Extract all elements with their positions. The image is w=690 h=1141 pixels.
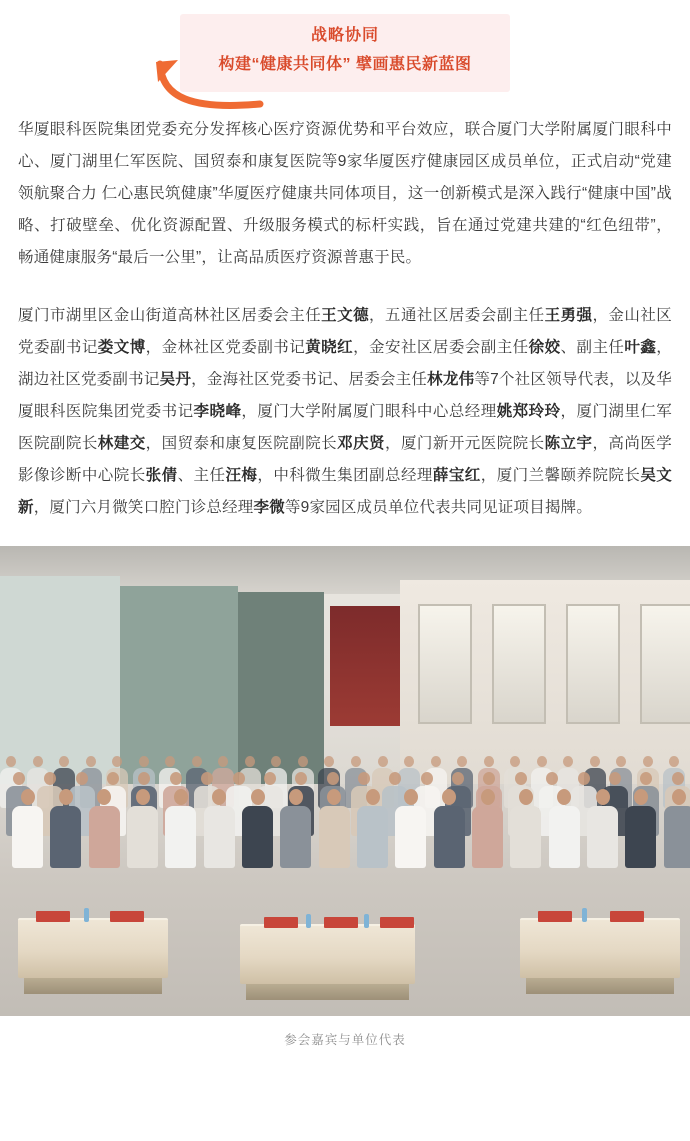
person-name: 陈立宇 <box>544 435 593 452</box>
photo-caption: 参会嘉宾与单位代表 <box>284 1033 406 1047</box>
attendee-figure <box>587 789 618 868</box>
attendee-figure <box>549 789 580 868</box>
paragraph-2-text: ，厦门新开元医院院长 <box>385 435 545 452</box>
person-name: 王文德 <box>321 307 370 324</box>
attendee-figure <box>625 789 656 868</box>
attendee-figure <box>510 789 541 868</box>
attendee-figure <box>664 789 690 868</box>
person-name: 邓庆贤 <box>337 435 385 452</box>
conference-photo <box>0 546 690 1016</box>
header-title-plate <box>180 14 510 92</box>
person-name: 薛宝红 <box>432 467 481 484</box>
attendee-figure <box>472 789 503 868</box>
paragraph-2-text: ，厦门六月微笑口腔门诊总经理 <box>33 499 254 516</box>
paragraph-2-text: ，中科微生集团副总经理 <box>257 467 433 484</box>
person-name: 娄文博 <box>97 339 146 356</box>
paragraph-2-text: 厦门市湖里区金山街道高林社区居委会主任 <box>18 307 322 324</box>
person-name: 徐姣 <box>528 339 561 356</box>
person-name: 姚郑玲玲 <box>496 403 561 420</box>
paragraph-2-text: ，厦门大学附属厦门眼科中心总经理 <box>241 403 497 420</box>
paragraph-2-text: ，金安社区居委会副主任 <box>353 339 529 356</box>
attendee-figure <box>127 789 158 868</box>
person-name: 汪梅 <box>225 467 258 484</box>
attendee-figure <box>319 789 350 868</box>
attendee-figure <box>204 789 235 868</box>
paragraph-2-text: ，高尚医学影像诊断中心院长 <box>18 435 672 484</box>
page-subtitle: 构建“健康共同体” 擘画惠民新蓝图 <box>218 56 472 73</box>
attendee-figure <box>89 789 120 868</box>
paragraph-2-text: 等9家园区成员单位代表共同见证项目揭牌。 <box>284 499 593 516</box>
person-name: 黄晓红 <box>305 339 354 356</box>
paragraph-2 <box>18 300 672 524</box>
person-name: 林建交 <box>97 435 146 452</box>
attendee-figure <box>165 789 196 868</box>
person-name: 张倩 <box>145 467 178 484</box>
person-name: 李微 <box>253 499 285 516</box>
paragraph-2-text: ，金林社区党委副书记 <box>145 339 306 356</box>
attendee-figure <box>50 789 81 868</box>
attendee-figure <box>242 789 273 868</box>
person-name: 吴丹 <box>159 371 192 388</box>
attendee-figure <box>280 789 311 868</box>
paragraph-2-text: 等7个社区领导代表，以及华厦眼科医院集团党委书记 <box>18 371 672 420</box>
attendees-group <box>0 742 690 872</box>
person-name: 吴文新 <box>18 467 672 516</box>
paragraph-2-text: ，湖边社区党委副书记 <box>18 339 672 388</box>
paragraph-2-text: ，厦门湖里仁军医院副院长 <box>18 403 672 452</box>
paragraph-1: 华厦眼科医院集团党委充分发挥核心医疗资源优势和平台效应，联合厦门大学附属厦门眼科中心、厦门湖里仁军医院、国贸泰和康复医院等9家华厦医疗健康园区成员单位，正式启动“党建领航聚合力 仁心惠民筑健康”华厦医疗健康共同体项目，这一创新模式是深入践行“健康中国”战略、打破壁垒、优化资源配置、升级服务模式的标杆实践，旨在通过党建共建的“红色纽带”，畅通健康服务“最后一公里”，让高品质医疗资源普惠于民。 <box>18 121 672 266</box>
table-front-right <box>520 918 680 978</box>
person-name: 林龙伟 <box>427 371 475 388</box>
attendee-figure <box>357 789 388 868</box>
header-band <box>0 0 690 114</box>
article-body <box>0 114 690 524</box>
attendee-figure <box>12 789 43 868</box>
table-front-left <box>18 918 168 978</box>
person-name: 王勇强 <box>544 307 593 324</box>
paragraph-2-text: 、主任 <box>177 467 226 484</box>
paragraph-2-text: ，国贸泰和康复医院副院长 <box>145 435 338 452</box>
photo-block <box>0 546 690 1064</box>
paragraph-2-text: ，金山社区党委副书记 <box>18 307 672 356</box>
paragraph-2-text: ，厦门兰馨颐养院院长 <box>480 467 641 484</box>
person-name: 李晓峰 <box>193 403 242 420</box>
paragraph-2-text: ，五通社区居委会副主任 <box>369 307 545 324</box>
paragraph-2-text: ，金海社区党委书记、居委会主任 <box>191 371 428 388</box>
paragraph-2-text: 、副主任 <box>560 339 625 356</box>
attendee-figure <box>434 789 465 868</box>
person-name: 叶鑫 <box>624 339 657 356</box>
attendee-figure <box>395 789 426 868</box>
page-title: 战略协同 <box>310 27 379 44</box>
table-front-center <box>240 924 415 984</box>
